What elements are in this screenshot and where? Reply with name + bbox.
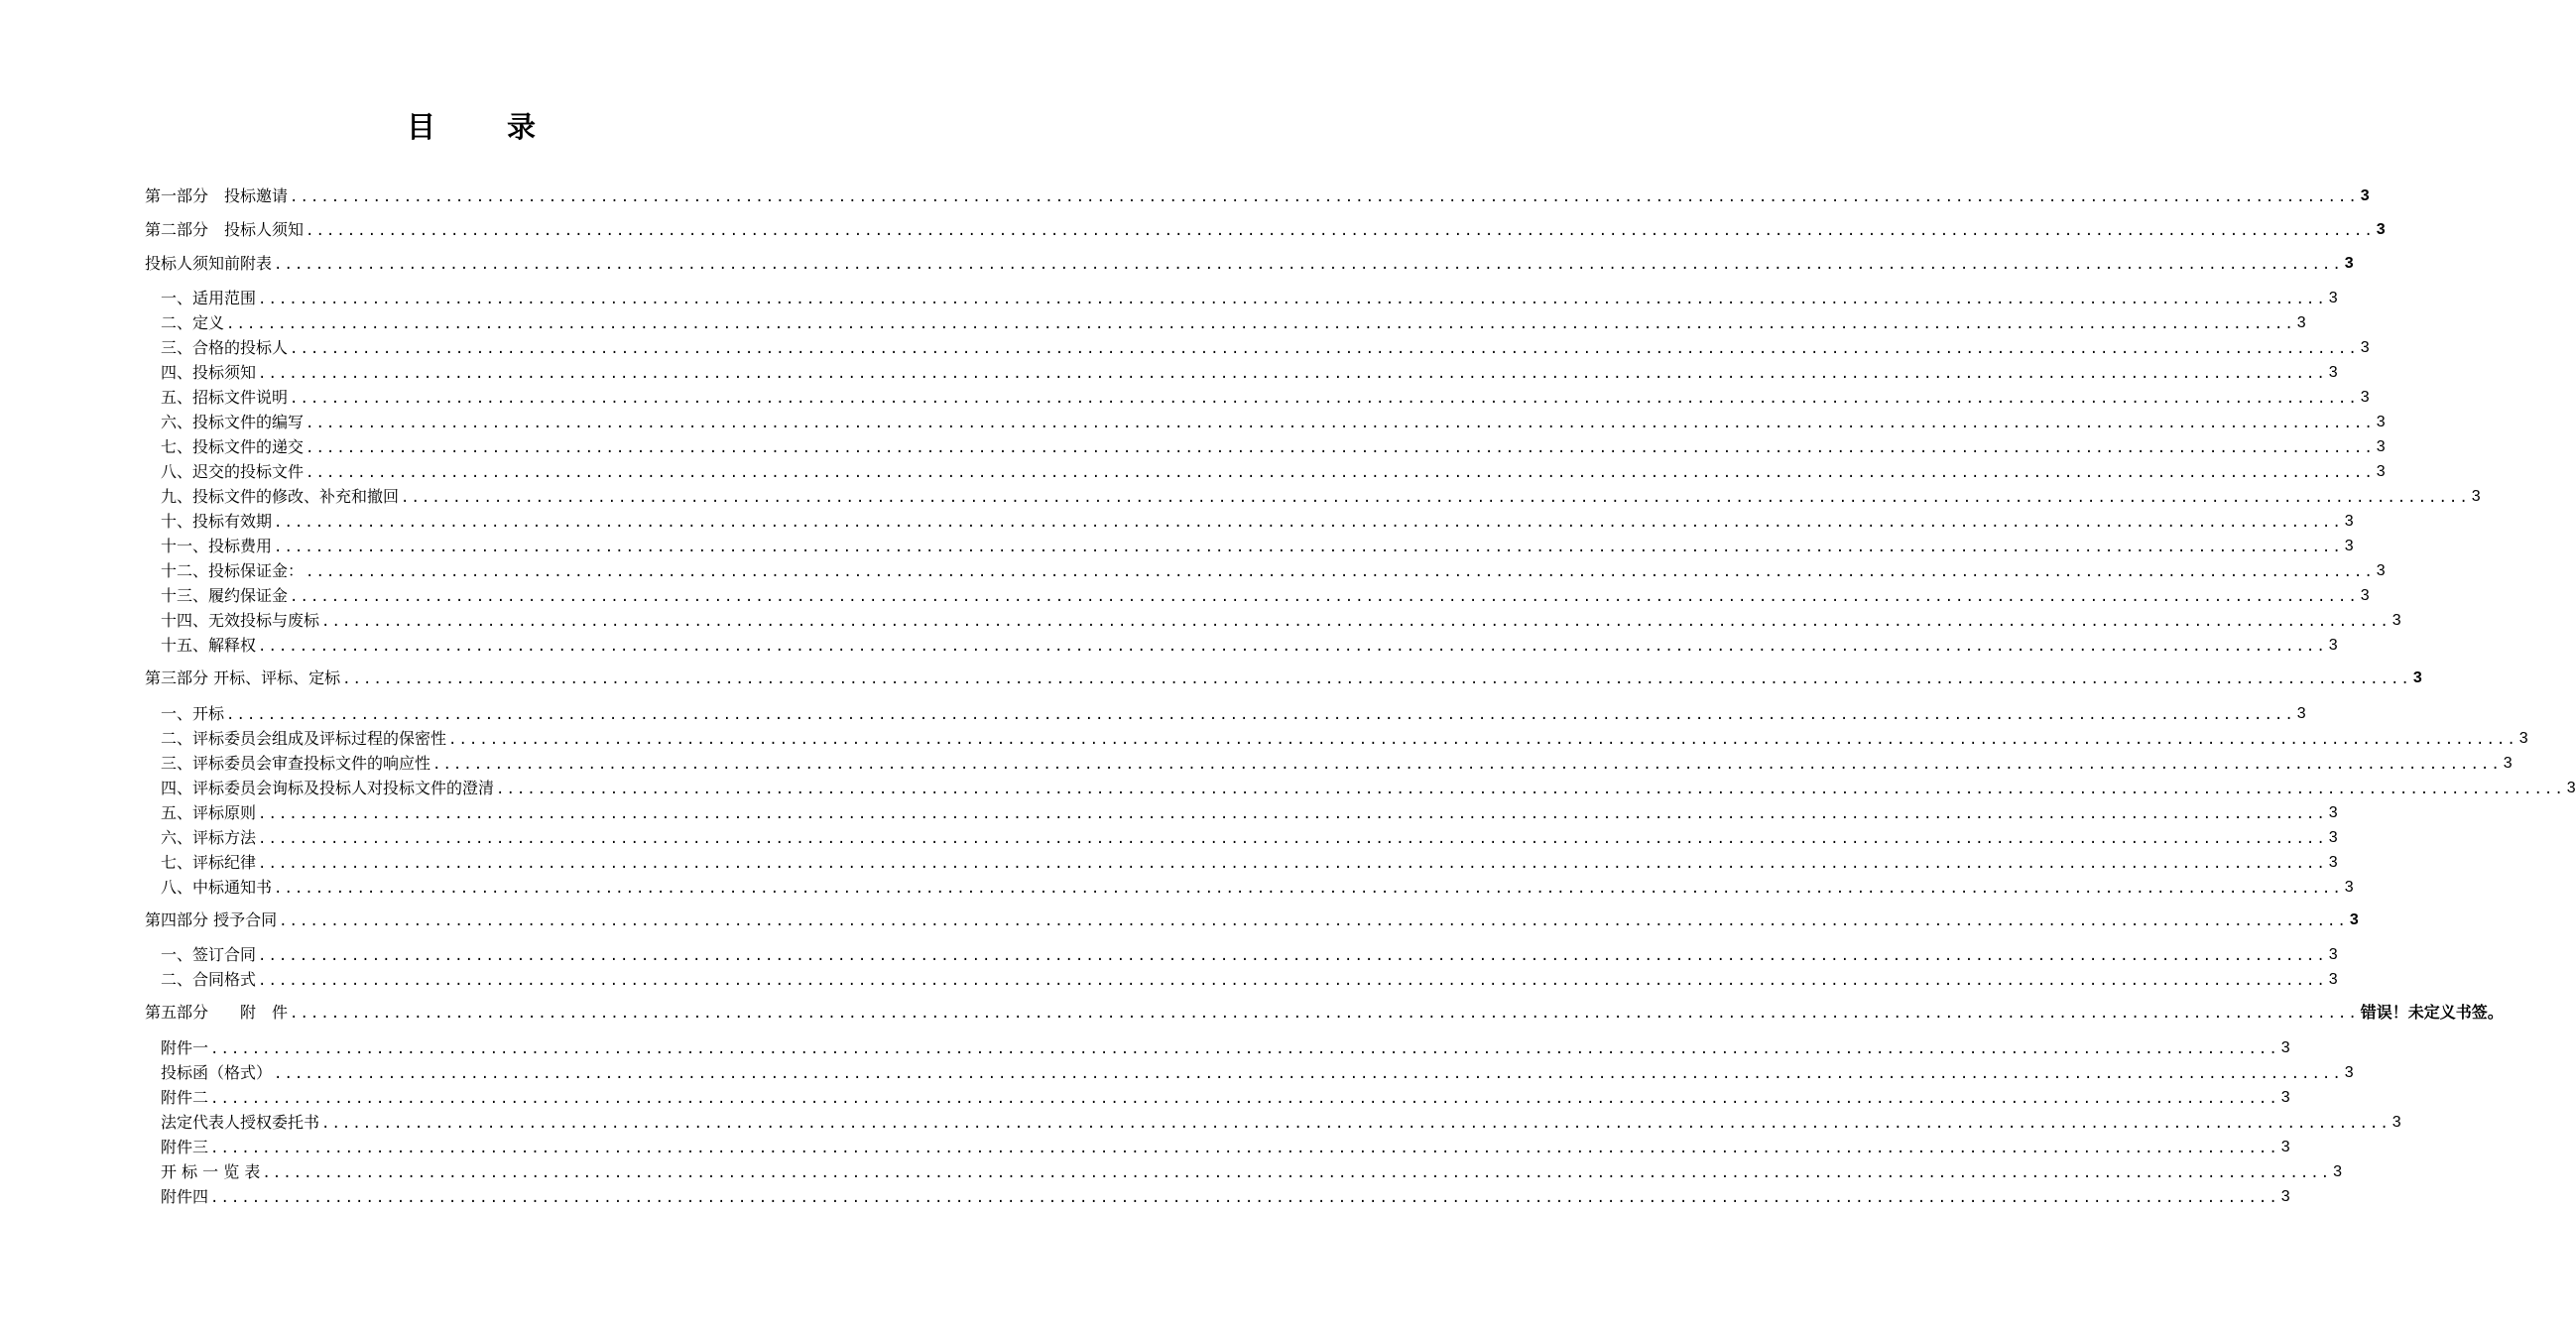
- toc-dot-leader: ........................................................................................................................................................................................................: [274, 881, 2343, 897]
- toc-entry[interactable]: [161, 1183, 2290, 1207]
- toc-entry[interactable]: [161, 1059, 2354, 1083]
- toc-dot-leader: ........................................................................................................................................................................................................: [321, 614, 2391, 630]
- toc-entry-page-number: 3: [2328, 364, 2338, 381]
- toc-entry-label: 法定代表人授权委托书: [161, 1113, 320, 1132]
- toc-entry[interactable]: [145, 907, 2359, 930]
- toc-dot-leader: ........................................................................................................................................................................................................: [290, 589, 2359, 605]
- toc-entry[interactable]: [161, 775, 2576, 798]
- toc-entry-page-number: 3: [2328, 290, 2338, 306]
- toc-entry-label: 开 标 一 览 表: [161, 1162, 261, 1181]
- toc-dot-leader: ........................................................................................................................................................................................................: [274, 515, 2343, 531]
- toc-dot-leader: ........................................................................................................................................................................................................: [210, 1091, 2279, 1107]
- toc-entry[interactable]: [161, 409, 2386, 432]
- toc-entry-page-number: 3: [2392, 1114, 2401, 1131]
- toc-dot-leader: ........................................................................................................................................................................................................: [306, 440, 2375, 456]
- toc-entry[interactable]: [161, 824, 2338, 848]
- toc-dot-leader: ........................................................................................................................................................................................................: [401, 490, 2470, 506]
- toc-dot-leader: ........................................................................................................................................................................................................: [306, 416, 2375, 431]
- toc-entry[interactable]: [145, 216, 2386, 240]
- toc-entry-page-number: 3: [2333, 1163, 2343, 1180]
- toc-entry-page-number: 3: [2328, 829, 2338, 846]
- toc-entry-page-number: 错误！未定义书签。: [2360, 1003, 2504, 1022]
- toc-dot-leader: ........................................................................................................................................................................................................: [290, 391, 2359, 407]
- toc-entry-page-number: 3: [2328, 971, 2338, 988]
- toc-entry[interactable]: [161, 458, 2386, 482]
- toc-entry-label: 第四部分 授予合同: [145, 910, 278, 929]
- title-char-1: 目: [406, 110, 435, 144]
- toc-entry[interactable]: [161, 1034, 2290, 1058]
- toc-entry[interactable]: [161, 359, 2338, 383]
- toc-entry-page-number: 3: [2566, 780, 2576, 796]
- toc-entry-page-number: 3: [2344, 538, 2354, 554]
- toc-entry[interactable]: [161, 725, 2528, 749]
- toc-dot-leader: ........................................................................................................................................................................................................: [258, 831, 2327, 847]
- toc-dot-leader: ........................................................................................................................................................................................................: [274, 540, 2343, 555]
- toc-entry-label: 十三、履约保证金: [161, 586, 289, 605]
- toc-entry[interactable]: [145, 665, 2422, 688]
- toc-entry[interactable]: [161, 1158, 2343, 1182]
- toc-entry-label: 附件一: [161, 1038, 209, 1057]
- toc-entry[interactable]: [161, 750, 2513, 774]
- toc-entry-label: 二、合同格式: [161, 970, 257, 989]
- toc-dot-leader: ........................................................................................................................................................................................................: [306, 223, 2375, 239]
- toc-entry-page-number: 3: [2328, 804, 2338, 821]
- toc-entry-label: 附件三: [161, 1138, 209, 1156]
- toc-dot-leader: ........................................................................................................................................................................................................: [290, 189, 2359, 205]
- toc-entry-label: 第二部分 投标人须知: [145, 220, 305, 239]
- toc-dot-leader: ........................................................................................................................................................................................................: [306, 465, 2375, 481]
- title-char-2: 录: [507, 110, 537, 144]
- toc-entry-label: 附件二: [161, 1088, 209, 1107]
- toc-entry-page-number: 3: [2360, 587, 2370, 604]
- toc-entry-label: 一、开标: [161, 704, 225, 723]
- toc-entry-page-number: 3: [2344, 255, 2354, 272]
- toc-entry-label: 三、合格的投标人: [161, 338, 289, 357]
- toc-entry-label: 五、招标文件说明: [161, 388, 289, 407]
- toc-entry-label: 十一、投标费用: [161, 537, 273, 555]
- toc-entry-label: 六、评标方法: [161, 828, 257, 847]
- toc-entry-label: 第五部分 附 件: [145, 1003, 289, 1022]
- toc-dot-leader: ........................................................................................................................................................................................................: [306, 564, 2375, 580]
- toc-entry[interactable]: [161, 966, 2338, 990]
- toc-entry-page-number: 3: [2328, 637, 2338, 654]
- toc-entry[interactable]: [161, 508, 2354, 532]
- toc-entry-page-number: 3: [2518, 730, 2528, 747]
- toc-dot-leader: ........................................................................................................................................................................................................: [210, 1141, 2279, 1156]
- toc-entry-page-number: 3: [2280, 1089, 2290, 1106]
- toc-entry-label: 二、评标委员会组成及评标过程的保密性: [161, 729, 447, 748]
- toc-entry-label: 投标人须知前附表: [145, 254, 273, 273]
- toc-entry-page-number: 3: [2328, 946, 2338, 963]
- toc-entry-page-number: 3: [2349, 911, 2359, 928]
- toc-entry-page-number: 3: [2392, 612, 2401, 629]
- toc-dot-leader: ........................................................................................................................................................................................................: [258, 366, 2327, 382]
- toc-dot-leader: ........................................................................................................................................................................................................: [496, 782, 2565, 797]
- toc-entry-page-number: 3: [2328, 854, 2338, 871]
- toc-dot-leader: ........................................................................................................................................................................................................: [432, 757, 2502, 773]
- toc-entry-page-number: 3: [2280, 1039, 2290, 1056]
- toc-dot-leader: ........................................................................................................................................................................................................: [258, 639, 2327, 655]
- toc-entry-page-number: 3: [2376, 414, 2386, 430]
- toc-entry[interactable]: [161, 941, 2338, 965]
- toc-entry-page-number: 3: [2471, 488, 2481, 505]
- toc-entry[interactable]: [161, 607, 2401, 631]
- toc-dot-leader: ........................................................................................................................................................................................................: [274, 257, 2343, 273]
- toc-entry-page-number: 3: [2360, 339, 2370, 356]
- toc-entry-page-number: 3: [2280, 1188, 2290, 1205]
- toc-entry-label: 第一部分 投标邀请: [145, 186, 289, 205]
- toc-dot-leader: ........................................................................................................................................................................................................: [258, 806, 2327, 822]
- toc-entry-label: 八、迟交的投标文件: [161, 462, 305, 481]
- toc-entry[interactable]: [161, 849, 2338, 873]
- toc-entry-label: 十四、无效投标与废标: [161, 611, 320, 630]
- toc-entry-label: 五、评标原则: [161, 803, 257, 822]
- toc-dot-leader: ........................................................................................................................................................................................................: [290, 341, 2359, 357]
- toc-dot-leader: ........................................................................................................................................................................................................: [210, 1190, 2279, 1206]
- toc-entry[interactable]: [161, 700, 2306, 724]
- toc-entry-label: 十二、投标保证金：: [161, 561, 305, 580]
- toc-dot-leader: ........................................................................................................................................................................................................: [279, 913, 2348, 929]
- toc-entry-label: 附件四: [161, 1187, 209, 1206]
- toc-entry[interactable]: [161, 1109, 2401, 1133]
- toc-entry[interactable]: [161, 483, 2481, 507]
- toc-entry-label: 四、投标须知: [161, 363, 257, 382]
- toc-entry[interactable]: [161, 632, 2338, 656]
- toc-entry-label: 三、评标委员会审查投标文件的响应性: [161, 754, 431, 773]
- toc-entry-page-number: 3: [2280, 1139, 2290, 1155]
- toc-dot-leader: ........................................................................................................................................................................................................: [258, 292, 2327, 307]
- toc-dot-leader: ........................................................................................................................................................................................................: [210, 1041, 2279, 1057]
- toc-entry[interactable]: [161, 384, 2370, 408]
- toc-entry-label: 一、适用范围: [161, 289, 257, 307]
- toc-entry[interactable]: [161, 582, 2370, 606]
- toc-entry[interactable]: [161, 533, 2354, 556]
- toc-entry-page-number: 3: [2360, 389, 2370, 406]
- toc-entry-page-number: 3: [2376, 463, 2386, 480]
- toc-dot-leader: ........................................................................................................................................................................................................: [448, 732, 2517, 748]
- toc-entry[interactable]: [145, 999, 2504, 1023]
- toc-entry-page-number: 3: [2503, 755, 2513, 772]
- toc-entry-page-number: 3: [2344, 1064, 2354, 1081]
- toc-dot-leader: ........................................................................................................................................................................................................: [258, 856, 2327, 872]
- toc-entry-page-number: 3: [2296, 705, 2306, 722]
- toc-entry-label: 四、评标委员会询标及投标人对投标文件的澄清: [161, 779, 495, 797]
- toc-dot-leader: ........................................................................................................................................................................................................: [274, 1066, 2343, 1082]
- toc-entry-label: 六、投标文件的编写: [161, 413, 305, 431]
- toc-entry[interactable]: [145, 182, 2370, 206]
- toc-dot-leader: ........................................................................................................................................................................................................: [226, 316, 2295, 332]
- toc-entry-label: 九、投标文件的修改、补充和撤回: [161, 487, 400, 506]
- toc-entry[interactable]: [161, 285, 2338, 308]
- toc-entry-page-number: 3: [2296, 314, 2306, 331]
- toc-entry-label: 十、投标有效期: [161, 512, 273, 531]
- toc-entry[interactable]: [161, 874, 2354, 898]
- toc-entry-label: 第三部分 开标、评标、定标: [145, 668, 341, 687]
- toc-entry[interactable]: [161, 557, 2386, 581]
- toc-dot-leader: ........................................................................................................................................................................................................: [226, 707, 2295, 723]
- toc-dot-leader: ........................................................................................................................................................................................................: [262, 1165, 2332, 1181]
- toc-entry-page-number: 3: [2376, 438, 2386, 455]
- toc-entry-page-number: 3: [2344, 879, 2354, 896]
- toc-dot-leader: ........................................................................................................................................................................................................: [258, 948, 2327, 964]
- toc-entry-label: 十五、解释权: [161, 636, 257, 655]
- toc-entry[interactable]: [161, 1084, 2290, 1108]
- toc-entry-label: 八、中标通知书: [161, 878, 273, 897]
- toc-entry-page-number: 3: [2412, 669, 2422, 686]
- toc-entry-label: 七、投标文件的递交: [161, 437, 305, 456]
- toc-entry[interactable]: [161, 799, 2338, 823]
- toc-dot-leader: ........................................................................................................................................................................................................: [258, 973, 2327, 989]
- toc-entry-label: 七、评标纪律: [161, 853, 257, 872]
- toc-entry-page-number: 3: [2344, 513, 2354, 530]
- toc-dot-leader: ........................................................................................................................................................................................................: [321, 1116, 2391, 1132]
- toc-entry[interactable]: [161, 433, 2386, 457]
- toc-entry-page-number: 3: [2376, 221, 2386, 238]
- toc-entry[interactable]: [161, 1134, 2290, 1157]
- toc-dot-leader: ........................................................................................................................................................................................................: [342, 671, 2411, 687]
- toc-entry[interactable]: [161, 334, 2370, 358]
- toc-dot-leader: ........................................................................................................................................................................................................: [290, 1006, 2359, 1022]
- toc-entry[interactable]: [145, 250, 2354, 274]
- toc-entry-page-number: 3: [2376, 562, 2386, 579]
- page-title: [0, 105, 942, 146]
- toc-entry[interactable]: [161, 309, 2306, 333]
- toc-entry-page-number: 3: [2360, 187, 2370, 204]
- toc-entry-label: 投标函（格式）: [161, 1063, 273, 1082]
- toc-entry-label: 一、签订合同: [161, 945, 257, 964]
- toc-entry-label: 二、定义: [161, 313, 225, 332]
